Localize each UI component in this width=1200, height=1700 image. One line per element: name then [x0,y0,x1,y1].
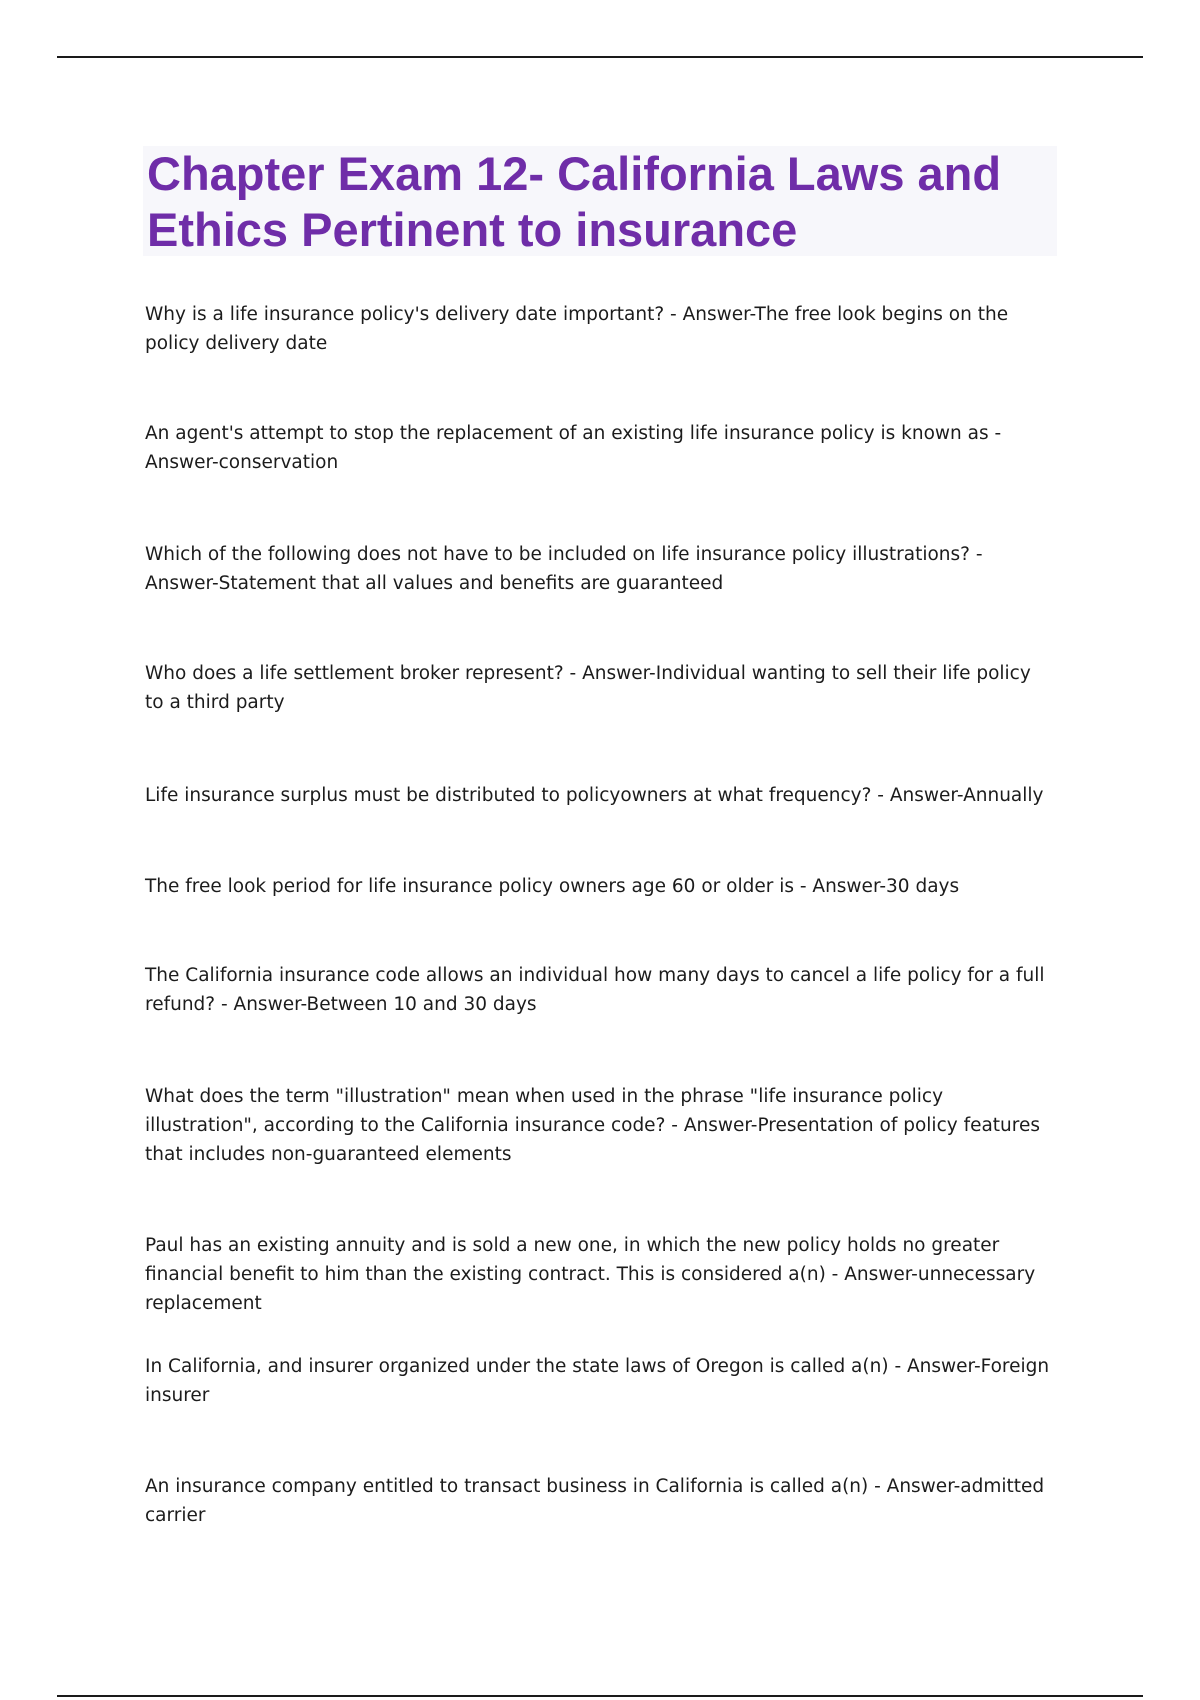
top-divider [57,56,1143,58]
qa-item: In California, and insurer organized under the state laws of Oregon is called a(n) - Answer-Foreign insurer [145,1356,1050,1406]
qa-item: An insurance company entitled to transact business in California is called a(n) - Answer-admitted carrier [145,1476,1045,1526]
qa-item: What does the term "illustration" mean when used in the phrase "life insurance policy illustration", according to the California insurance code? - Answer-Presentation of policy features that includes non-guaranteed elements [145,1086,1041,1165]
qa-item: Paul has an existing annuity and is sold a new one, in which the new policy holds no greater financial benefit to him than the existing contract. This is considered a(n) - Answer-unnecessary replacement [145,1235,1036,1314]
bottom-divider [57,1695,1143,1697]
qa-item: Who does a life settlement broker represent? - Answer-Individual wanting to sell their life policy to a third party [145,663,1031,713]
qa-item: Why is a life insurance policy's delivery date important? - Answer-The free look begins on the policy delivery date [145,304,1009,354]
qa-item: An agent's attempt to stop the replacement of an existing life insurance policy is known as - Answer-conservation [145,423,1002,473]
title-block [143,146,1057,256]
qa-item: Which of the following does not have to be included on life insurance policy illustrations? - Answer-Statement that all values and benefits are guaranteed [145,544,983,594]
qa-item: The California insurance code allows an individual how many days to cancel a life policy for a full refund? - Answer-Between 10 and 30 days [145,965,1045,1015]
qa-item: Life insurance surplus must be distributed to policyowners at what frequency? - Answer-Annually [145,785,1044,806]
qa-item: The free look period for life insurance policy owners age 60 or older is - Answer-30 days [145,876,960,897]
page-title: Chapter Exam 12- California Laws and Ethics Pertinent to insurance [147,147,1002,256]
